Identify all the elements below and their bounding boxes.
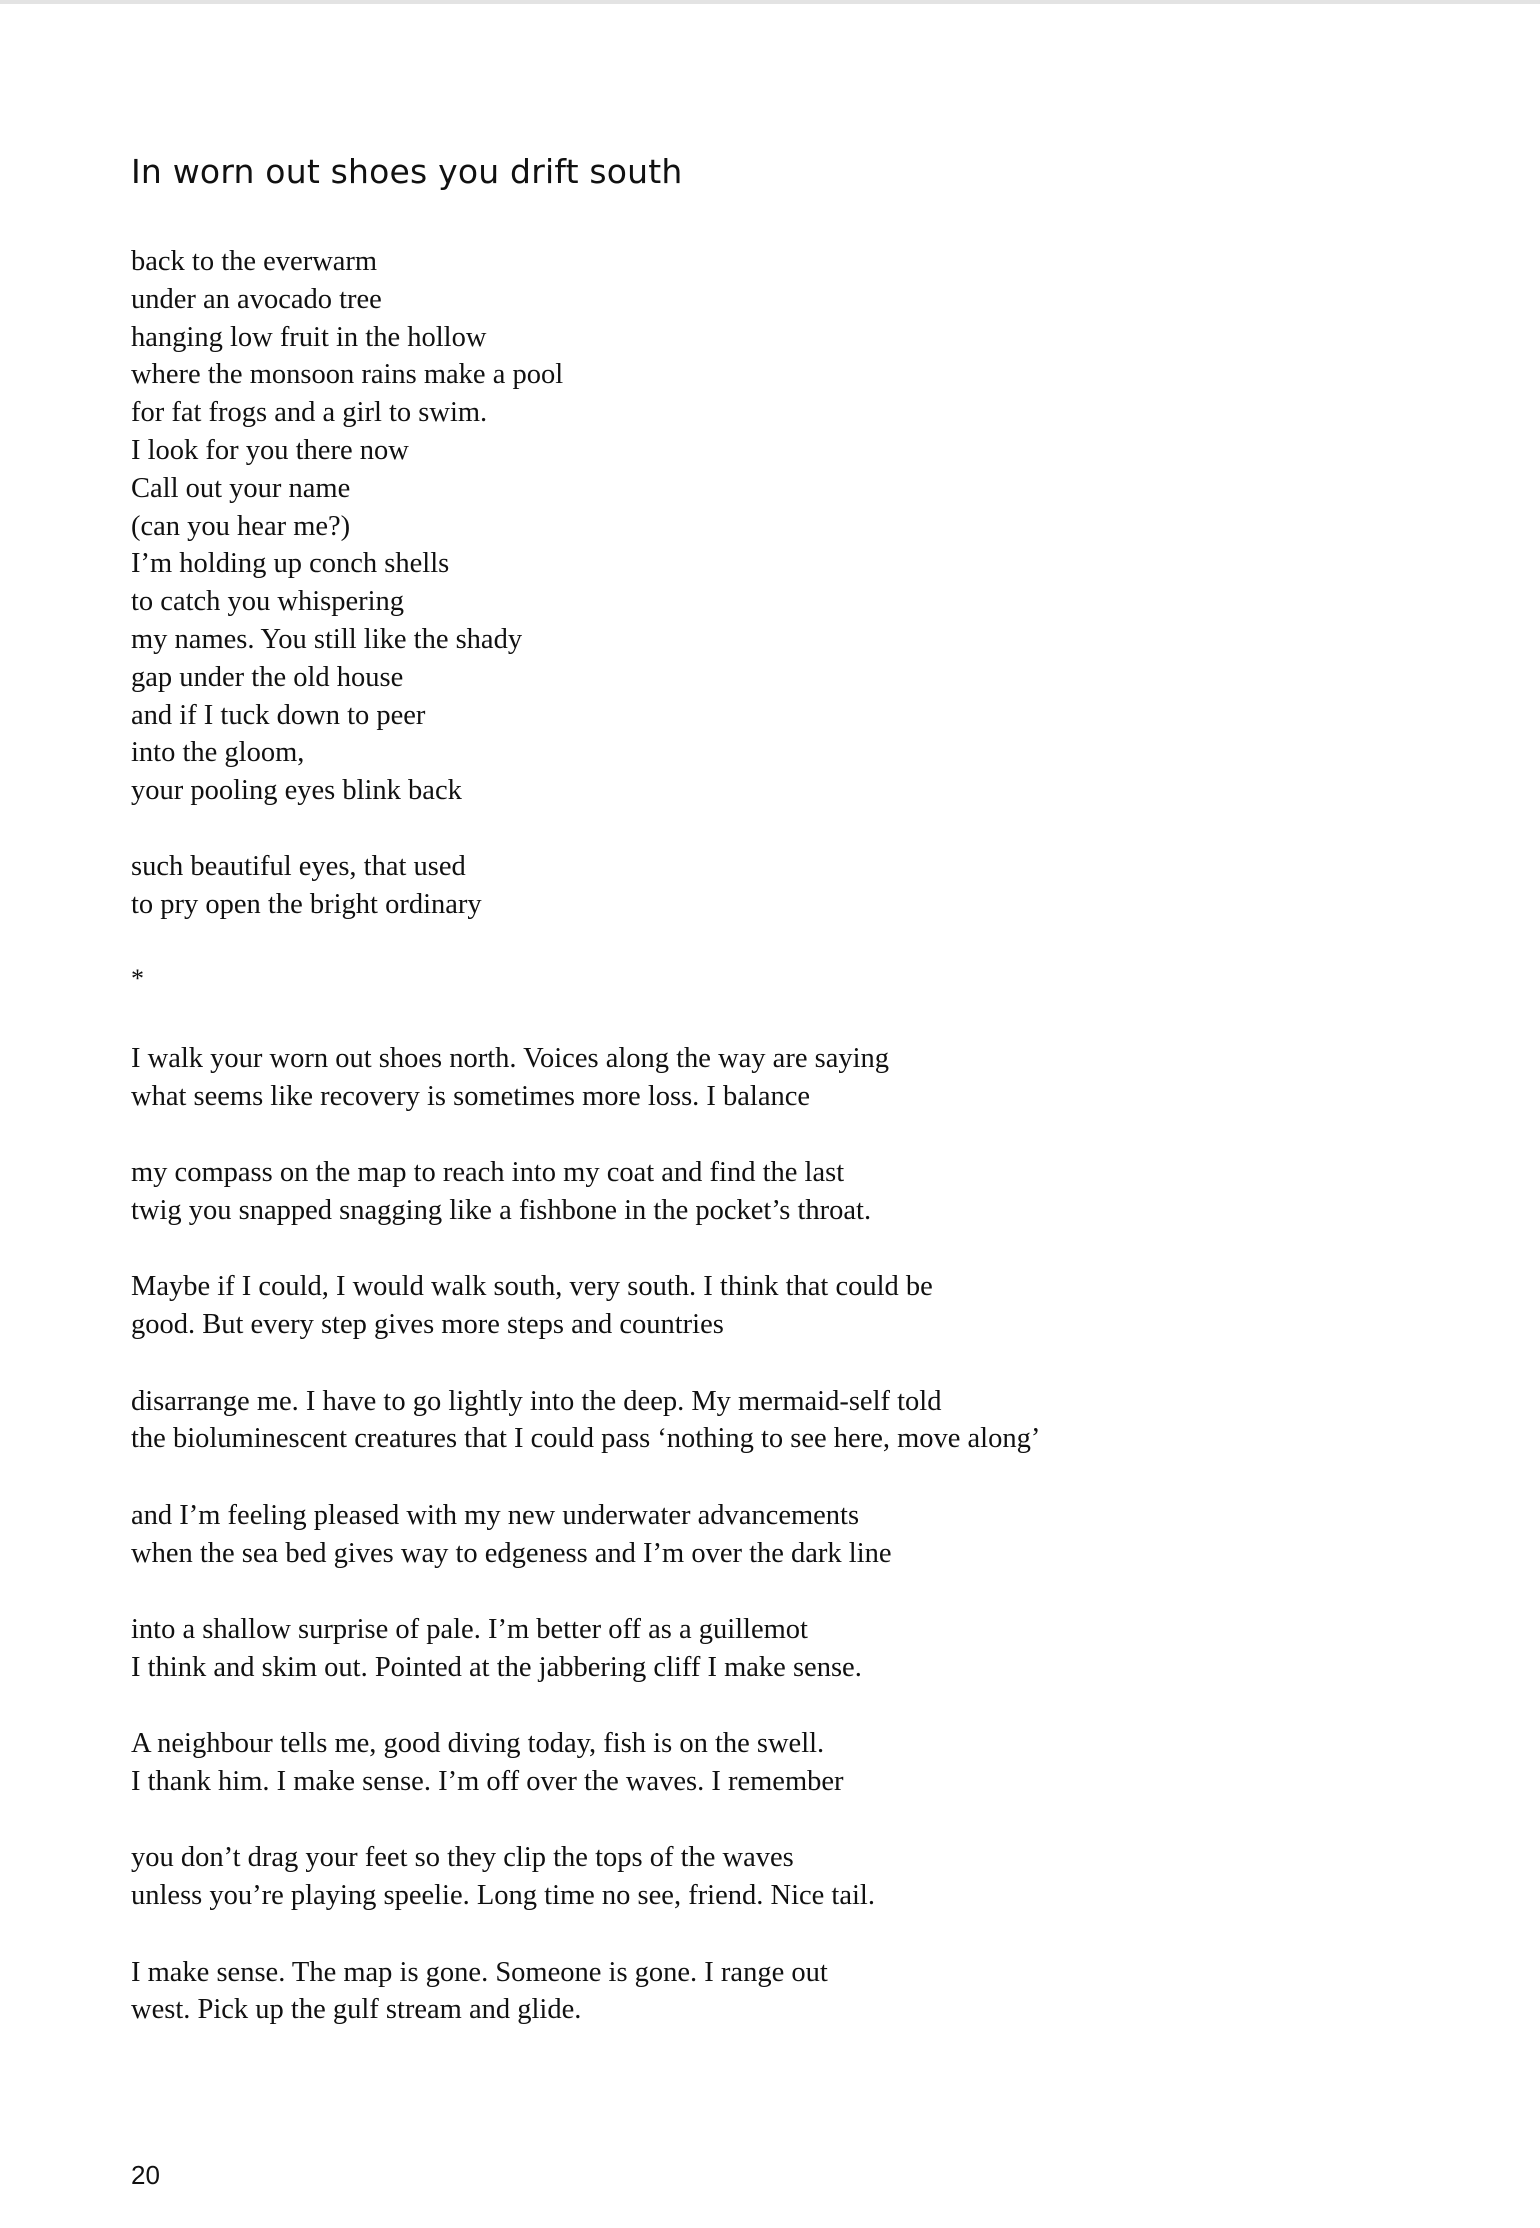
poem-line: west. Pick up the gulf stream and glide. xyxy=(131,1994,582,2026)
poem-line: gap under the old house xyxy=(131,661,404,693)
couplet xyxy=(131,1268,1040,1344)
poem-line: your pooling eyes blink back xyxy=(131,775,462,807)
top-border xyxy=(0,0,1540,4)
poem-line: to pry open the bright ordinary xyxy=(131,888,482,920)
poem-line: Call out your name xyxy=(131,472,351,504)
poem-line: I make sense. The map is gone. Someone is gone. I range out xyxy=(131,1956,828,1988)
poem-part-two xyxy=(131,1040,1040,2068)
poem-line: where the monsoon rains make a pool xyxy=(131,359,564,391)
poem-line: to catch you whispering xyxy=(131,586,405,618)
poem-line: A neighbour tells me, good diving today, fish is on the swell. xyxy=(131,1728,825,1760)
couplet xyxy=(131,1040,1040,1116)
poem-line: and I’m feeling pleased with my new underwater advancements xyxy=(131,1499,860,1531)
poem-line: twig you snapped snagging like a fishbone in the pocket’s throat. xyxy=(131,1194,872,1226)
couplet xyxy=(131,1839,1040,1915)
poem-line: such beautiful eyes, that used xyxy=(131,850,466,882)
poem-line: I’m holding up conch shells xyxy=(131,548,450,580)
stanza-1 xyxy=(131,243,563,810)
poem-line: good. But every step gives more steps and countries xyxy=(131,1309,724,1341)
poem-line: unless you’re playing speelie. Long time no see, friend. Nice tail. xyxy=(131,1880,875,1912)
poem-line: (can you hear me?) xyxy=(131,510,351,542)
poem-line: when the sea bed gives way to edgeness and I’m over the dark line xyxy=(131,1537,892,1569)
couplet xyxy=(131,1725,1040,1801)
poem-line: the bioluminescent creatures that I could pass ‘nothing to see here, move along’ xyxy=(131,1423,1041,1455)
poem-line: I look for you there now xyxy=(131,434,409,466)
poem-line: and if I tuck down to peer xyxy=(131,699,426,731)
couplet xyxy=(131,1383,1040,1459)
poem-line: my names. You still like the shady xyxy=(131,623,523,655)
couplet xyxy=(131,1154,1040,1230)
poem-line: I think and skim out. Pointed at the jabbering cliff I make sense. xyxy=(131,1651,862,1683)
couplet xyxy=(131,1497,1040,1573)
couplet xyxy=(131,1954,1040,2030)
stanza-2 xyxy=(131,848,563,924)
poem-line: my compass on the map to reach into my coat and find the last xyxy=(131,1157,845,1189)
couplet xyxy=(131,1611,1040,1687)
poem-line: Maybe if I could, I would walk south, very south. I think that could be xyxy=(131,1271,933,1303)
poem-line: back to the everwarm xyxy=(131,246,378,277)
poem-line: I walk your worn out shoes north. Voices along the way are saying xyxy=(131,1043,890,1074)
section-separator: * xyxy=(131,963,144,993)
poem-line: for fat frogs and a girl to swim. xyxy=(131,397,488,429)
poem-title: In worn out shoes you drift south xyxy=(131,152,683,191)
poem-line: I thank him. I make sense. I’m off over the waves. I remember xyxy=(131,1765,844,1797)
poem-line: under an avocado tree xyxy=(131,283,382,315)
poem-part-one xyxy=(131,243,563,997)
poem-line: you don’t drag your feet so they clip the tops of the waves xyxy=(131,1842,794,1874)
poem-line: into the gloom, xyxy=(131,737,305,769)
poem-line: hanging low fruit in the hollow xyxy=(131,321,487,353)
poem-line: disarrange me. I have to go lightly into the deep. My mermaid-self told xyxy=(131,1385,942,1417)
poem-line: into a shallow surprise of pale. I’m better off as a guillemot xyxy=(131,1613,808,1645)
poem-line: what seems like recovery is sometimes more loss. I balance xyxy=(131,1080,811,1112)
page-number: 20 xyxy=(131,2160,160,2190)
